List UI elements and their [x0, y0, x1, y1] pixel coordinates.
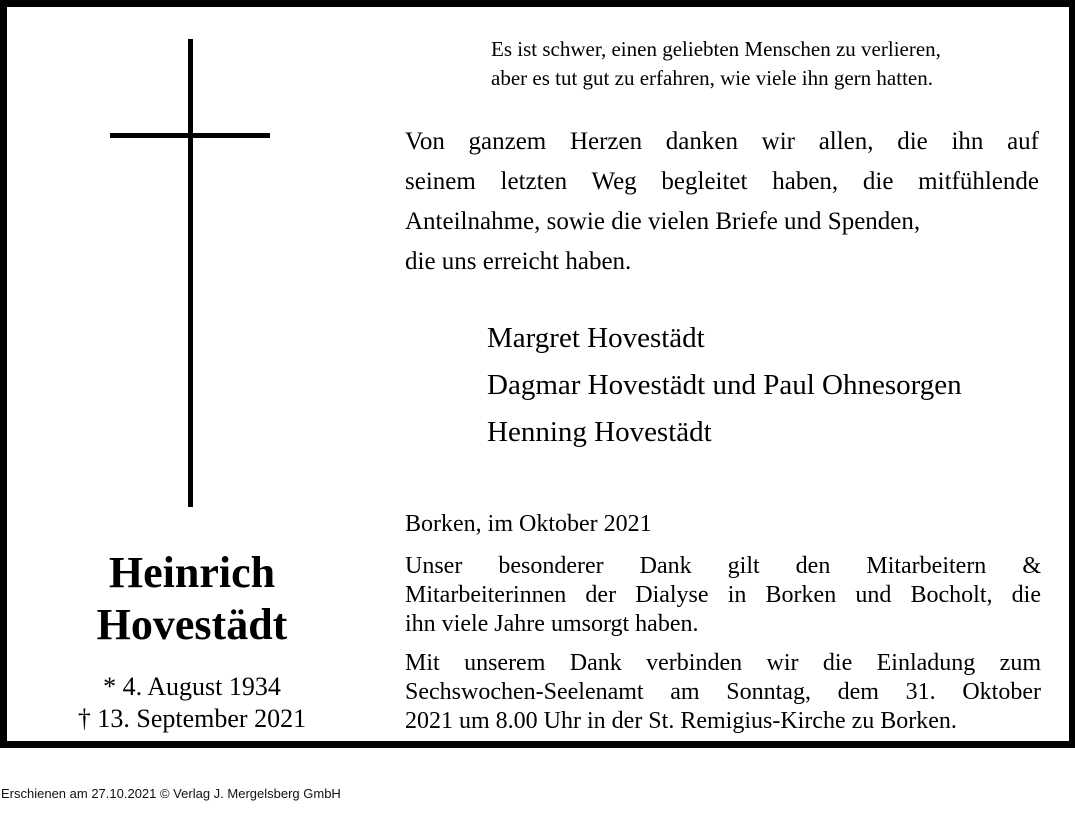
- dialysis-thanks-paragraph: [405, 552, 1041, 639]
- deceased-last-name: Hovestädt: [96, 600, 288, 649]
- signer-name: Henning Hovestädt: [487, 416, 712, 448]
- thanks-line: die uns erreicht haben.: [405, 248, 632, 275]
- signer-name: Dagmar Hovestädt und Paul Ohnesorgen: [487, 369, 962, 401]
- life-dates: [27, 671, 357, 735]
- dialysis-line: ihn viele Jahre umsorgt haben.: [405, 611, 699, 637]
- cross-horizontal-bar: [110, 133, 270, 138]
- invitation-line: 2021 um 8.00 Uhr in der St. Remigius-Kirche zu Borken.: [405, 708, 957, 734]
- invitation-line: Sechswochen-Seelenamt am Sonntag, dem 31. Oktober: [405, 679, 1041, 705]
- thanks-line: Von ganzem Herzen danken wir allen, die ihn auf: [405, 128, 1039, 155]
- motto-line: Es ist schwer, einen geliebten Menschen zu verlieren,: [491, 37, 941, 61]
- motto-quote: [491, 35, 1051, 93]
- invitation-paragraph: [405, 649, 1041, 736]
- signers-list: [487, 315, 962, 456]
- deceased-name: [27, 547, 357, 651]
- thanks-paragraph: [405, 122, 1039, 282]
- cross-vertical-bar: [188, 39, 193, 507]
- death-date: † 13. September 2021: [77, 704, 307, 733]
- birth-date: * 4. August 1934: [103, 672, 281, 701]
- place-date: Borken, im Oktober 2021: [405, 511, 652, 537]
- thanks-line: seinem letzten Weg begleitet haben, die mitfühlende: [405, 168, 1039, 195]
- dialysis-line: Mitarbeiterinnen der Dialyse in Borken und Bocholt, die: [405, 582, 1041, 608]
- invitation-line: Mit unserem Dank verbinden wir die Einladung zum: [405, 650, 1041, 676]
- signer-name: Margret Hovestädt: [487, 322, 705, 354]
- motto-line: aber es tut gut zu erfahren, wie viele ihn gern hatten.: [491, 66, 933, 90]
- thanks-line: Anteilnahme, sowie die vielen Briefe und Spenden,: [405, 208, 921, 235]
- publication-note: Erschienen am 27.10.2021 © Verlag J. Mergelsberg GmbH: [1, 786, 341, 801]
- dialysis-line: Unser besonderer Dank gilt den Mitarbeitern &: [405, 553, 1041, 579]
- deceased-first-name: Heinrich: [108, 548, 276, 597]
